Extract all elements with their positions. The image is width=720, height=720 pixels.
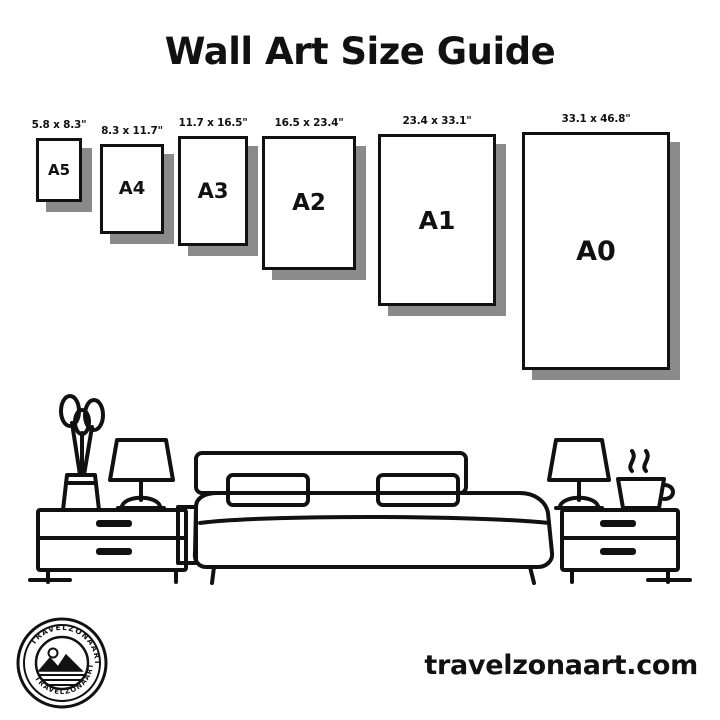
- coffee-cup: [618, 451, 673, 508]
- frame-box: [178, 136, 248, 246]
- frame-dimension-label: 5.8 x 8.3": [31, 119, 87, 131]
- left-table-lamp: [110, 440, 173, 508]
- right-nightstand: [562, 510, 678, 582]
- brand-logo: [16, 617, 108, 709]
- frame-size-label: A2: [292, 189, 326, 216]
- frame-box: [100, 144, 164, 234]
- bedroom-illustration: [0, 375, 720, 605]
- bedroom-scene: [0, 375, 720, 605]
- frame-size-label: A0: [576, 235, 616, 267]
- frame-dimension-label: 11.7 x 16.5": [178, 117, 248, 129]
- left-nightstand: [38, 510, 186, 582]
- frame-dimension-label: 23.4 x 33.1": [402, 115, 472, 127]
- frame-size-label: A1: [418, 205, 456, 235]
- website-url: travelzonaart.com: [424, 650, 698, 681]
- frame-box: [378, 134, 496, 306]
- frame-box: [522, 132, 670, 370]
- footer: [0, 605, 720, 720]
- frame-box: [36, 138, 82, 202]
- vase-with-flowers: [61, 396, 103, 510]
- frame-size-label: A5: [47, 160, 71, 179]
- logo-arc-text-bottom: TRAVELZONAART: [33, 662, 96, 697]
- page-title: Wall Art Size Guide: [164, 30, 556, 73]
- frame-dimension-label: 16.5 x 23.4": [274, 117, 344, 129]
- frame-size-label: A3: [197, 178, 229, 203]
- logo-arc-text-top: TRAVELZONAART: [28, 622, 103, 666]
- logo-badge-icon: [16, 617, 108, 709]
- frame-size-label: A4: [118, 178, 146, 199]
- frame-dimension-label: 8.3 x 11.7": [101, 125, 163, 137]
- frame-box: [262, 136, 356, 270]
- frame-dimension-label: 33.1 x 46.8": [561, 113, 631, 125]
- bed: [178, 453, 552, 583]
- right-table-lamp: [549, 440, 609, 508]
